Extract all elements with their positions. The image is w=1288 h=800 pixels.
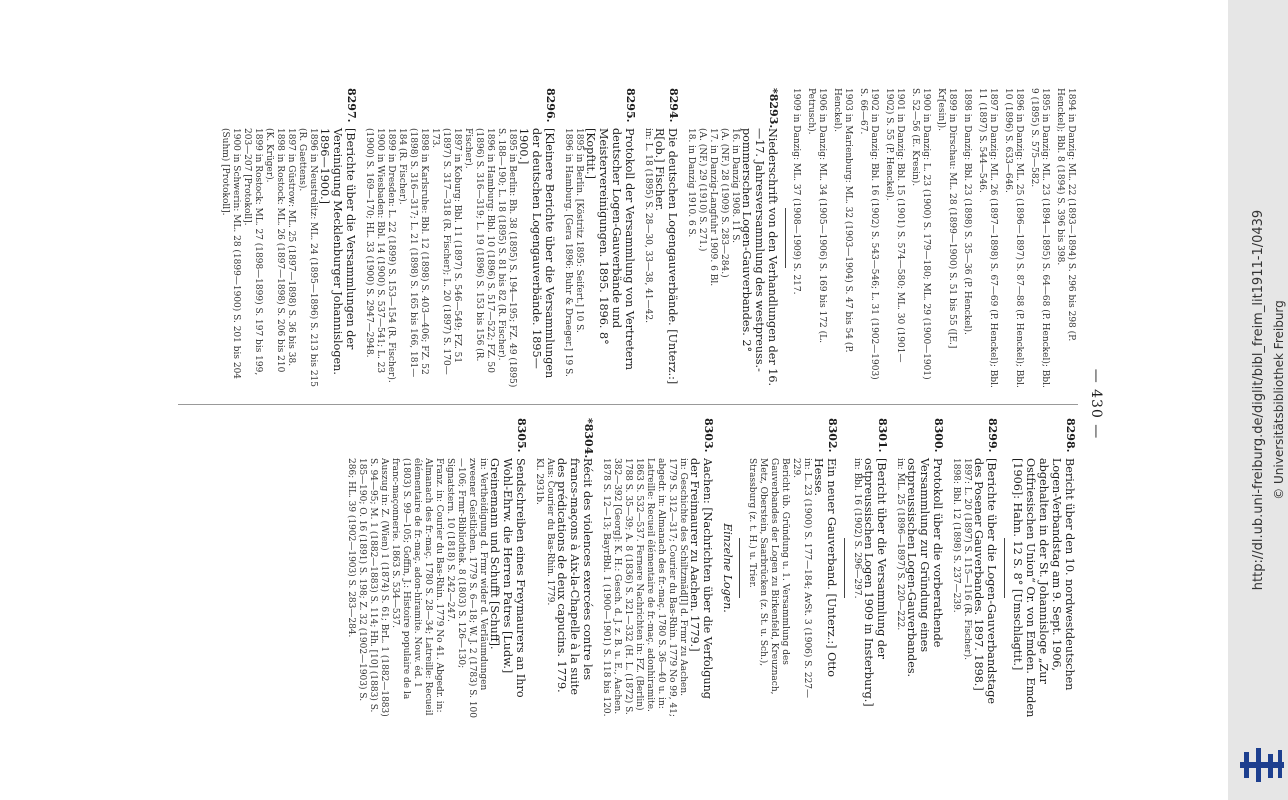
entry-detail: 16. in Danzig 1908. 11 S.: [730, 128, 740, 243]
section-rule: [739, 538, 740, 598]
continued-detail: 1901 in Danzig: Bbl. 15 (1901) S. 574—580; ML. 30 (1901—1902) S. 55 (P. Henckel).: [884, 88, 905, 363]
entry-detail: 1897 in Güstrow: ML. 25 (1897—1898) S. 36 bis 38.: [286, 128, 296, 367]
bibliography-entry: [746, 418, 838, 718]
entry-number: 8295.: [624, 88, 637, 123]
entry-detail: Franz. in: Courier du Bas-Rhin. 1779 No 41. Abgedr. in: Almanach des fr.-maç. 1780 S. 28—34; Latreille: Recueil élémentaire de fr.-maç. adon-hiramite. Nouv. éd. 1 (1803) S. 99—105; Goffin, J.: Histoire populaire de la franc-maçonnerie. 1863 S. 534—537.: [390, 458, 445, 716]
bibliography-entry: [642, 88, 679, 388]
continued-detail: 1906 in Danzig: ML. 34 (1905—1906) S. 169 bis 172 (L. Petrusch).: [806, 88, 827, 343]
continued-detail: 1903 in Marienburg: ML. 32 (1903—1904) S. 47 bis 54 (P. Henckel).: [832, 88, 853, 353]
entry-detail: Bericht üb. Gründung u. 1. Versammlung des Gauverbandes der Logen zu Birkenfeld, Kreuznach, Metz, Oberstein, Saarbrücken (z. St. u. Sch.), Strassburg (z. t. H.) u. Trier.: [747, 458, 790, 695]
continued-detail: 1909 in Danzig: ML. 37 (1908—1909) S. 217.: [791, 88, 801, 295]
entry-rule: [844, 538, 845, 598]
bibliography-entry: [1011, 418, 1076, 718]
bibliography-entry: [600, 418, 714, 718]
bibliography-entry: [851, 418, 888, 718]
section-rule: [785, 208, 786, 268]
entry-detail: 1898 in Karlsruhe: Bbl. 12 (1898) S. 403—406; FZ. 52 (1898) S. 316—317; L. 21 (1898) S. 165 bis 166, 181—184 (R. Fischer).: [397, 128, 429, 378]
entry-detail: (A. (NF.) 28 (1909) S. 283—284.): [719, 128, 729, 278]
entry-detail: 17. in Danzig-Langfuhr 1909. 6 Bl.: [708, 128, 718, 287]
column-divider: [178, 404, 1078, 405]
entry-detail: 1897 in Koburg: Bbl. 11 (1897) S. 546—549; FZ. 51 (1897) S. 317—318 (R. Fischer); L. 20 (1897) S. 170—173.: [430, 128, 462, 375]
continued-detail: 1894 in Danzig: ML. 22 (1893—1894) S. 296 bis 298 (P. Henckel); Bbl. 8 (1894) S. 396 bis 398.: [1055, 88, 1076, 342]
entry-detail: Kl. 2931b.: [534, 458, 545, 505]
continued-detail: 1897 in Danzig: ML. 26 (1897—1898) S. 67—69 (P. Henckel); Bbl. 11 (1897) S. 544—546.: [977, 88, 998, 388]
entry-detail: (A. (NF.) 29 (1910) S. 271.): [697, 128, 707, 252]
entry-detail: Auszug in: Z. (Wien) 1 (1874) S. 61; BrL. 1 (1882—1883) S. 94—95; M. 1 (1882—1883) S. 114; Hh. [10] (1883) S. 185—190; O. 16 (1891) S. 198; Z. 32 (1902—1903) S. 286; HL. 39 (1902—1903) S. 283—284.: [346, 458, 390, 717]
entry-detail: in: ML. 25 (1896—1897) S. 220—222.: [895, 458, 905, 631]
entry-number: *8304.: [582, 418, 596, 459]
entry-detail: 1899 in Rostock: ML. 27 (1898—1899) S. 197 bis 199, 203—207 [Protokoll].: [242, 128, 263, 376]
bibliography-entry: [562, 88, 636, 388]
entry-title: Récit des violences exercées contre les francs-maçons à Aix-la-Chapelle à la suite des prédications de deux capucins. 1779.: [555, 458, 595, 695]
permalink-url[interactable]: http://dl.ub.uni-freiburg.de/diglit/bibl_freim_lit1911-1/0439: [1251, 209, 1266, 591]
entry-detail: 18. in Danzig 1910. 6 S.: [686, 128, 696, 238]
bibliography-entry: [345, 418, 527, 718]
bibliography-entry: [533, 418, 594, 718]
entry-detail: 1895 in Berlin: Bh. 38 (1895) S. 194—195; FZ. 49 (1895) S. 188—190; L. 18 (1895) S. 81 bis 82 (R. Fischer).: [496, 128, 517, 388]
entry-number: 8305.: [515, 418, 529, 453]
entry-title: Protokoll über die vorberathende Versammlung zur Gründung eines ostpreussischen Logen-Gauverbandes.: [905, 458, 944, 678]
entry-number: 8298.: [1064, 418, 1077, 453]
bibliography-entry: [685, 88, 779, 388]
entry-number: 8302.: [826, 418, 839, 453]
entry-title: Die deutschen Logengauverbände. [Unterz.:] R[ob.] Fischer.: [653, 128, 679, 385]
entry-detail: 1895 in Berlin. [Köstritz 1895: Seifert.] 10 S.: [574, 128, 584, 333]
entry-number: 8299.: [986, 418, 999, 453]
entry-number: 8297.: [345, 88, 358, 123]
entry-detail: 1898 in Rostock: ML. 26 (1897—1898) S. 206 bis 210 (K. Krüger).: [264, 128, 285, 373]
rotated-document: [158, 88, 1102, 720]
entry-number: 8300.: [932, 418, 945, 453]
entry-detail: in: Geschichte des Schiltzmäd[l] d. Frmr zu Aachen. 1779 S. 312—317; Courier du Bas-Rhin. 1779 No 99, 41; abgedr. in: Almanach des fr.-maç. 1780 S. 36—40 u. in: Latreille: Recueil élémentaire de fr.-maç. adonhiramite. 1863 S. 532—537. Fernere Nachrichten in: FZ. (Berlin) 1788 S. 35—39; A. 8 (1836) S. 321—332 (H. L. (1872) S. 382—392 [Georg]: K. H.: Gesch. d. J. z. B. u. E., Aachen. 1878 S. 12—13; BayrBbl. 1 (1900—1901) S. 118 bis 120.: [601, 458, 689, 717]
entry-number: *8293.: [767, 88, 780, 129]
entry-detail: 1897: L. 20 (1897) S. 115—116 (R. Fischer).: [962, 458, 972, 660]
entry-number: 8301.: [876, 418, 889, 453]
entry-number: 8303.: [702, 418, 716, 453]
continued-detail: 1898 in Danzig: Bbl. 23 (1898) S. 35—36 (P. Henckel).: [962, 88, 972, 335]
entry-detail: 1896 in Hamburg. [Gera 1896: Buhr & Draeger.] 19 S.: [563, 128, 573, 377]
section-subheading: Einzelne Logen.: [721, 523, 734, 613]
bibliography-entry: [363, 88, 556, 388]
entry-title: Aachen: [Nachrichten über die Verfolgung der Freimaurer zu Aachen. 1779.]: [688, 458, 715, 699]
entry-number: 8296.: [544, 88, 557, 123]
entry-detail: in: L. 23 (1900) S. 177—184; AvSt. 3 (1906) S. 227—229.: [791, 458, 812, 699]
continued-detail: 1902 in Danzig: Bbl. 16 (1902) S. 543—546; L. 31 (1902—1903) S. 66—67.: [858, 88, 879, 380]
continued-detail: 1895 in Danzig: ML. 23 (1894—1895) S. 64—68 (P. Henckel); Bbl. 9 (1895) S. 575—582.: [1029, 88, 1050, 388]
continued-detail: 1899 in Dirschau: ML. 28 (1899—1900) S. 51 bis 55 ([E.] Kr[esin]).: [936, 88, 957, 349]
copyright-notice: © Universitätsbibliothek Freiburg: [1272, 300, 1286, 500]
continued-detail: 1900 in Danzig: L. 23 (1900) S. 179—180; ML. 29 (1900—1901) S. 52—56 (E. Kresin).: [910, 88, 931, 380]
entry-detail: 1898: Bbl. 12 (1898) S. 237—239.: [951, 458, 961, 613]
entry-detail: in: Vertheidigung d. Frmr wider d. Verläumdungen zweener Geistlichen. 1779 S. 6—18; W. J. 2 (1783) S. 100—106; Frmr-Bibliothek. 8 (1803) S. 126—130; Signatstern. 10 (1818) S. 242—247.: [445, 458, 489, 719]
entry-number: 8294.: [667, 88, 680, 123]
entry-detail: 1900 in Schwerin: ML. 28 (1899—1900) S. 201 bis 204 (Suhm) [Protokoll].: [220, 128, 241, 380]
library-logo-icon: [1240, 748, 1284, 782]
entry-detail: in: Bbl. 16 (1902) S. 296—297.: [852, 458, 862, 599]
entry-title: [Bericht über die Versammlung der ostpreussischen Logen 1909 in Insterburg.]: [862, 458, 888, 707]
right-column: [339, 418, 1076, 718]
entry-detail: 1896 in Hamburg: Bbl. 10 (1896) S. 517—522; FZ. 50 (1896) S. 316—319; L. 19 (1896) S. 153 bis 156 (R. Fischer).: [463, 128, 495, 373]
entry-title: Ein neuer Gauverband. [Unterz.:] Otto Hesse.: [812, 458, 838, 677]
entry-title: Sendschreiben eines Freymaurers an Ihro Wohl-Ehrw. die Herren Patres [Ludw.] Greinemann und Schufft [Schuff].: [488, 458, 528, 698]
bibliography-entry: [894, 418, 944, 718]
scanned-page: [158, 88, 1102, 720]
entry-title: Bericht über den 10. nordwestdeutschen Logen-Verbandstag am 9. Sept. 1906, abgehalten in der St. Johannisloge „Zur Ostfriesischen Union“ Or. von Emden. Emden [1906]: Hahn. 12 S. 8° [Umschlagtit.]: [1011, 458, 1076, 718]
entry-title: Protokoll der Versammlung von Vertretern deutscher Logen-Gauverbände und Meistervereinigungen. 1895. 1896. 8° [Kopftit.]: [584, 128, 636, 371]
bibliography-entry: [219, 88, 357, 388]
entry-detail: in: L. 18 (1895) S. 28—30, 33—38, 41—42.: [643, 128, 653, 323]
entry-detail: 1896 in Neustrelitz: ML. 24 (1895—1896) S. 213 bis 215 (R. Gaettens).: [297, 128, 318, 387]
left-column: [213, 88, 1076, 388]
continued-detail: 1896 in Danzig: ML. 25 (1896—1897) S. 87—88 (P. Henckel); Bbl. 10 (1896) S. 633—646.: [1003, 88, 1024, 388]
bibliography-entry: [950, 418, 998, 718]
entry-title: [Berichte über die Logen-Gauverbandstage des Posener Gauverbandes. 1897. 1898.]: [972, 458, 998, 705]
entry-title: Niederschrift von den Verhandlungen der 16.—17. Jahresversammlung des westpreuss.-pommerschen Logen-Gauverbandes. 2°: [740, 128, 779, 387]
entry-title: [Berichte über die Versammlungen der Vereinigung Mecklenburger Johannislogen. 1896—1900.]: [318, 128, 357, 375]
entry-detail: Aus: Courier du Bas-Rhin. 1779.: [545, 458, 556, 606]
entry-detail: 1899 in Dresden: L. 22 (1899) S. 153—154 (R. Fischer).: [386, 128, 396, 383]
page-number-header: — 430 —: [1088, 368, 1104, 440]
entry-rule: [1004, 538, 1005, 598]
entry-title: [Kleinere Berichte über die Versammlungen der deutschen Logengauverbände. 1895—1900.]: [517, 128, 556, 379]
entry-detail: 1900 in Wiesbaden: Bbl. 14 (1900) S. 537—541; L. 23 (1900) S. 169—170; HL. 33 (1900) S. 2947—2948.: [364, 128, 385, 374]
